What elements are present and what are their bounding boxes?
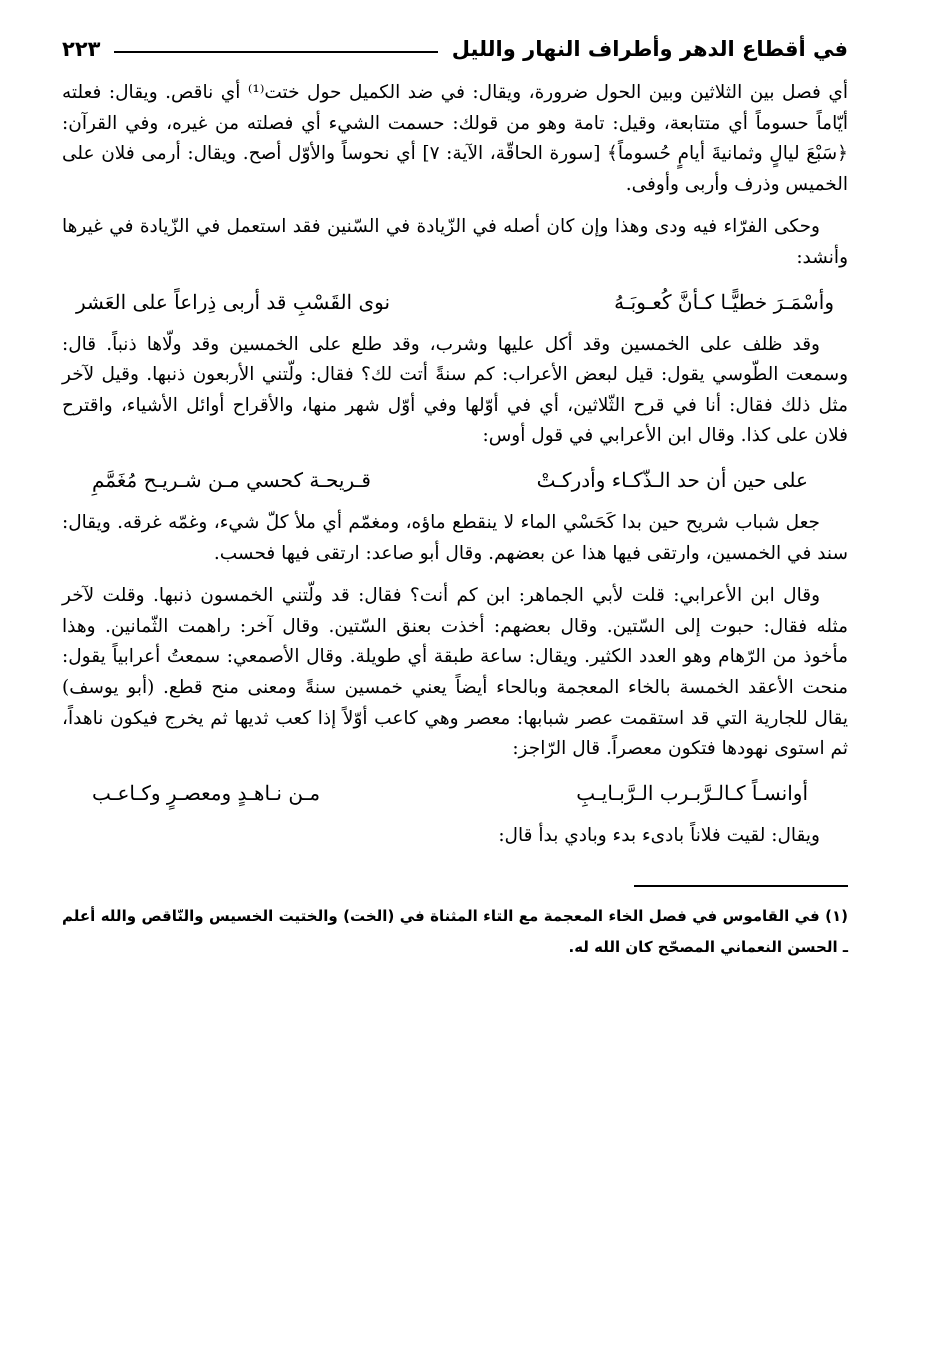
page-number: ٢٢٣ bbox=[62, 37, 101, 61]
verse-3-second-hemistich: مـن نـاهـدٍ ومعصـرٍ وكـاعـب bbox=[92, 780, 321, 805]
paragraph-4: جعل شباب شريح حين بدا كَحَسْي الماء لا ينقطع ماؤه، ومغمّم أي ملأ كلّ شيء، وغمّه غرقه. ويقال: سند في الخمسين، وارتقى فيها هذا عن بعضهم. وقال أبو صاعد: ارتقى فيها فحسب. bbox=[62, 511, 848, 564]
footnote-separator bbox=[634, 885, 848, 887]
paragraph-3: وقد ظلف على الخمسين وقد أكل عليها وشرب، وقد طلع على الخمسين وقد ولّاها ذنباً. قال: وسمعت الطّوسي يقول: قيل لبعض الأعراب: كم سنةً أتت لك؟ فقال: ولّتني الأربعون ذنبها. وقيل لآخر مثل ذلك فقال: أنا في قرح الثّلاثين، أي في أوّلها وفي أوّل شهر منها، والأقراح أوائل الأشياء، واقترح فلان على كذا. وقال ابن الأعرابي في قول أوس: bbox=[62, 333, 848, 447]
header-rule bbox=[114, 51, 437, 53]
paragraph-5: وقال ابن الأعرابي: قلت لأبي الجماهر: ابن كم أنت؟ فقال: قد ولّتني الخمسون ذنبها. وقلت لآخر مثله فقال: حبوت إلى السّتين. وقال بعضهم: أخذت بعنق السّتين. وقال آخر: راهمت الثّمانين. وهذا مأخوذ من الرّهام وهو العدد الكثير. ويقال: ساعة طبقة أي طويلة. وقال الأصمعي: سمعتُ أعرابياً يقول: منحت الأعقد الخمسة بالخاء المعجمة وبالحاء أيضاً يعني خمسين سنةً ومعنى منح قطع. (أبو يوسف) يقال للجارية التي قد استقمت عصر شبابها: معصر وهي كاعب أوّلاً إذا كعب ثديها ثم يخرج فيكون ناهداً، ثم استوى نهودها فتكون معصراً. قال الرّاجز: bbox=[62, 585, 848, 760]
verse-3 bbox=[62, 775, 848, 811]
paragraph-6: ويقال: لقيت فلاناً بادىء بدء وبادي بدأ قال: bbox=[498, 824, 820, 846]
main-text bbox=[62, 78, 848, 851]
verse-1-second-hemistich: نوى القَسْبِ قد أربى ذِراعاً على العَشر bbox=[76, 289, 391, 314]
footnotes bbox=[62, 901, 848, 963]
verse-3-first-hemistich: أوانسـاً كـالـرَّبـرب الـرَّبـايـبِ bbox=[576, 780, 808, 805]
paragraph-2: وحكى الفرّاء فيه ودى وهذا وإن كان أصله في الزّيادة في السّنين فقد استعمل في الزّيادة في غيرها وأنشد: bbox=[62, 216, 848, 268]
book-page bbox=[62, 28, 848, 1328]
verse-1 bbox=[62, 284, 848, 320]
paragraph-1: أي فصل بين الثلاثين وبين الحول ضرورة، ويقال: في ضد الكميل حول ختت⁽¹⁾ أي ناقص. ويقال: فعلته أيّاماً حسوماً أي متتابعة، وقيل: تامة وهو من قولك: حسمت الشيء أي فصلته من غيره، وفي القرآن: ﴿سَبْعَ ليالٍ وثمانيةَ أيامٍ حُسوماً﴾ [سورة الحاقّة، الآية: ٧] أي نحوساً والأوّل أصح. ويقال: أرمى فلان على الخميس وذرف وأربى وأوفى. bbox=[62, 82, 848, 195]
verse-2-second-hemistich: قـريحـة كحسي مـن شـريـح مُغَمَّمِ bbox=[92, 467, 371, 492]
running-title: في أقطاع الدهر وأطراف النهار والليل bbox=[451, 37, 848, 61]
verse-2-first-hemistich: على حين أن حد الـذّكـاء وأدركـتْ bbox=[536, 467, 808, 492]
verse-1-first-hemistich: وأسْمَـرَ خطيًّـا كـأنَّ كُعـوبَـهُ bbox=[614, 289, 834, 314]
page-header bbox=[62, 28, 848, 70]
verse-2 bbox=[62, 462, 848, 498]
footnote-1: (١) في القاموس في فصل الخاء المعجمة مع التاء المثناة في (الخت) والختيت الخسيس والنّاقص والله أعلم ـ الحسن النعماني المصحّح كان الله له. bbox=[62, 907, 848, 957]
